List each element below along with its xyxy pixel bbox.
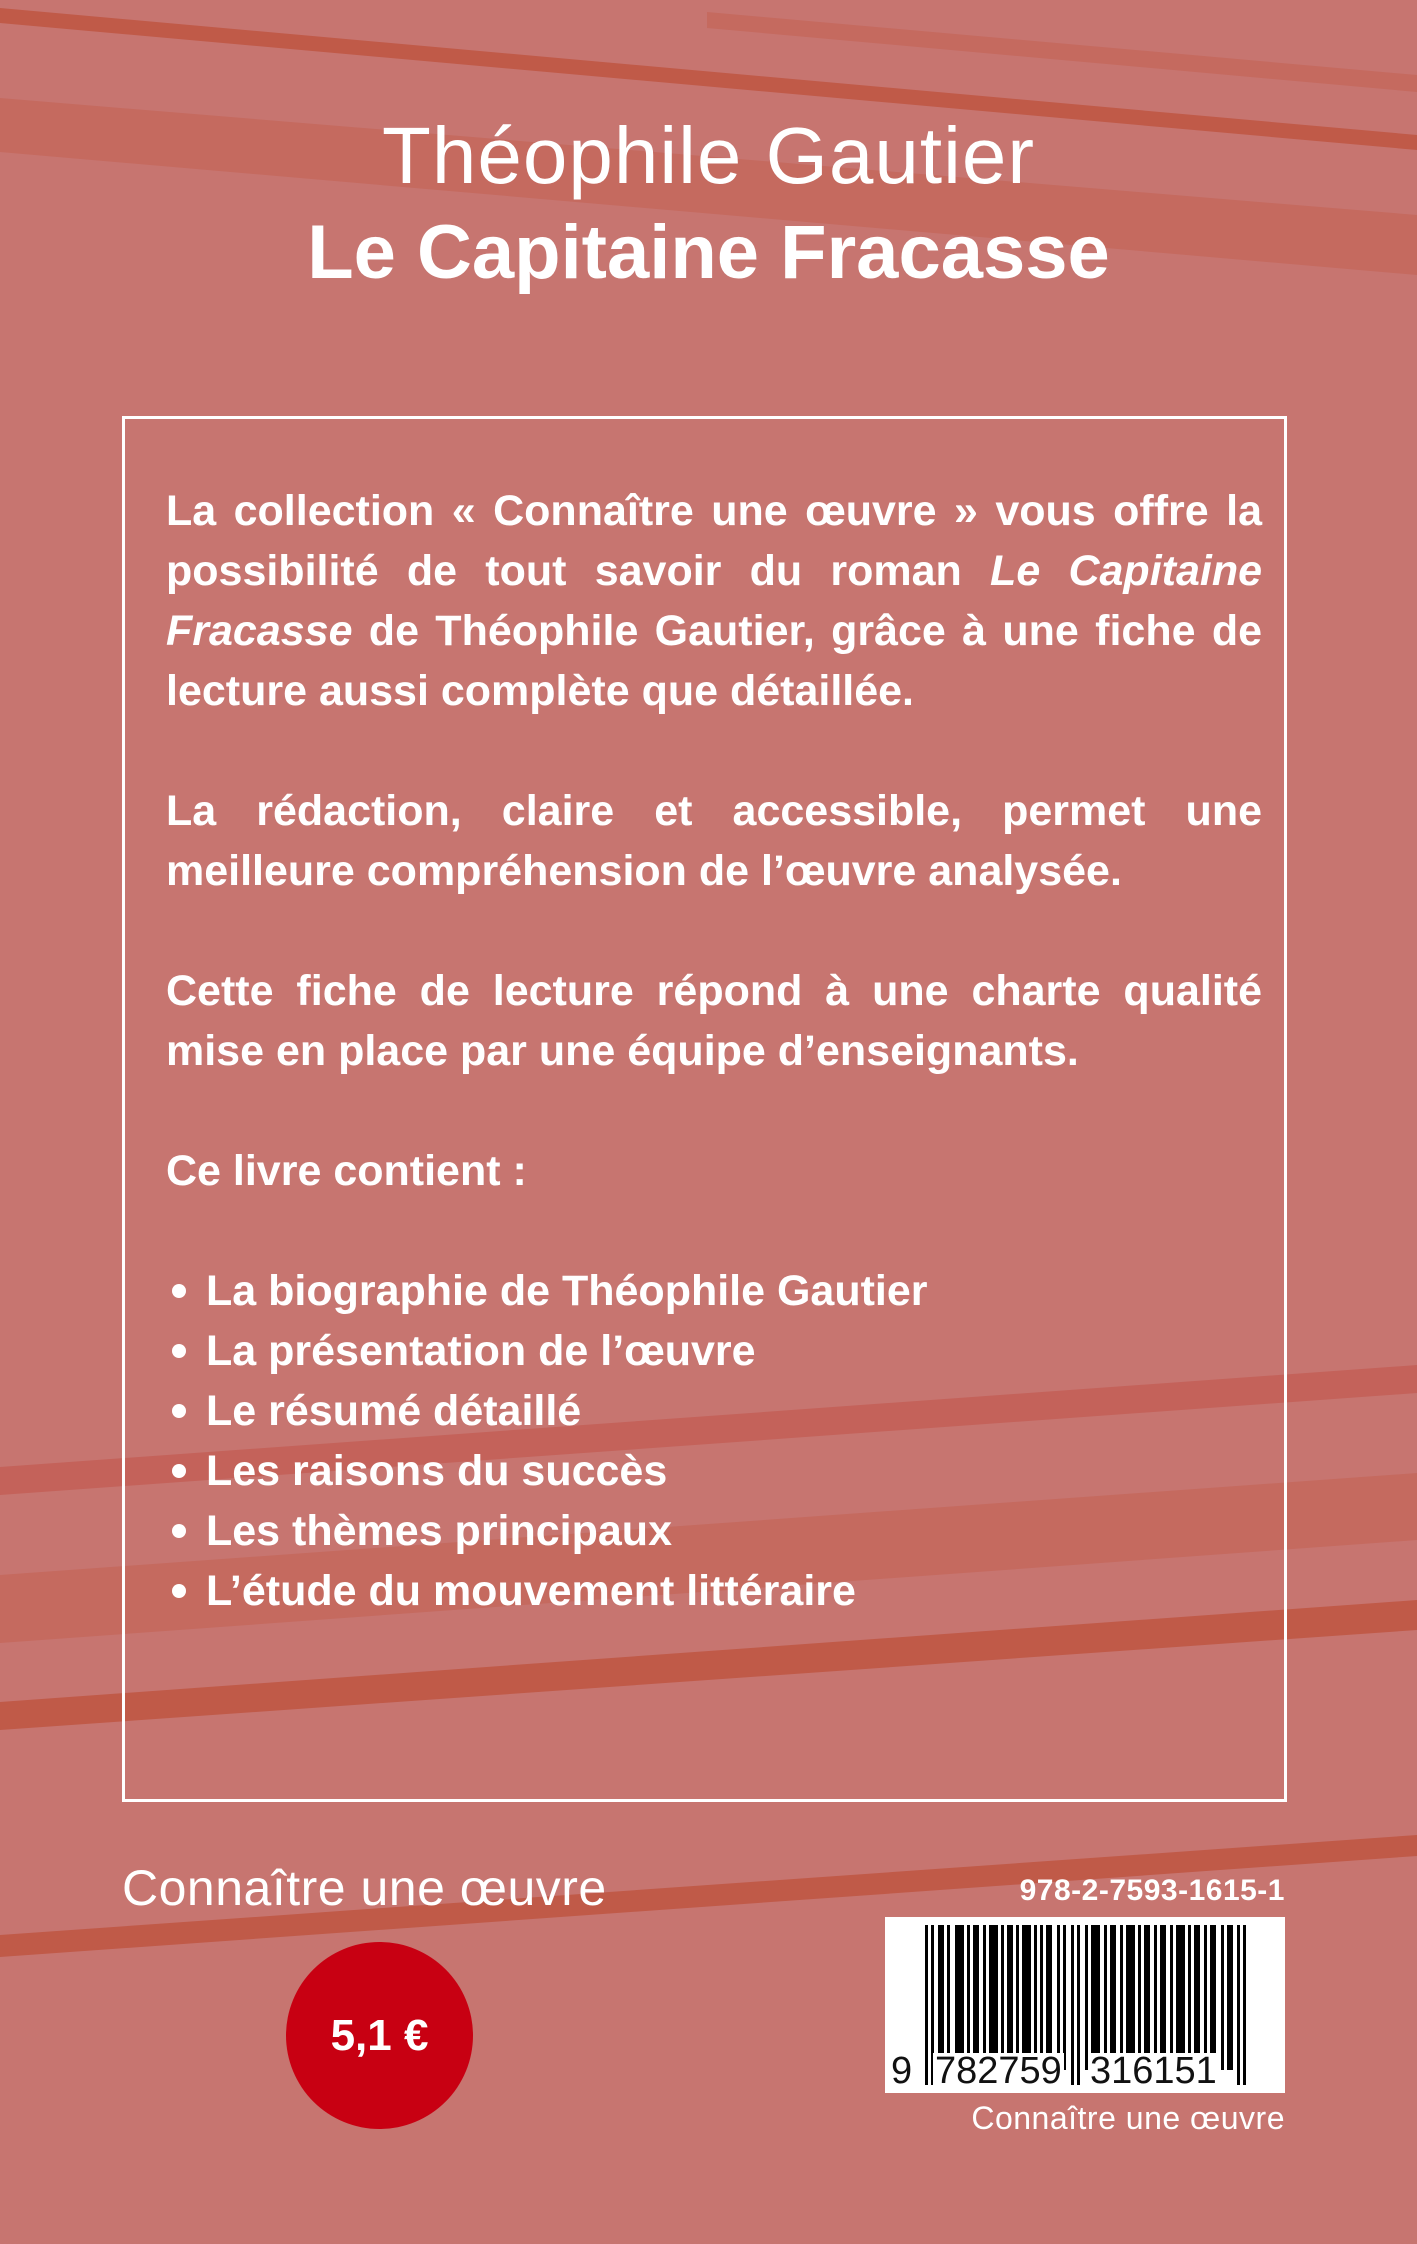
- book-title: Le Capitaine Fracasse: [307, 210, 1110, 295]
- isbn-label: 978-2-7593-1615-1: [1019, 1874, 1285, 1907]
- barcode-digit-first: 9: [891, 2050, 913, 2092]
- list-item: [166, 1501, 1262, 1561]
- bullet-icon: [172, 1464, 186, 1478]
- bullet-icon: [172, 1344, 186, 1358]
- barcode-digits: [885, 2050, 1285, 2092]
- description-paragraph-3: Cette fiche de lecture répond à une charte qualité mise en place par une équipe d’enseignants.: [166, 967, 1262, 1075]
- contents-list: [166, 1261, 1262, 1621]
- list-item-label: La présentation de l’œuvre: [206, 1327, 756, 1375]
- list-item: [166, 1561, 1262, 1621]
- list-item-label: Les thèmes principaux: [206, 1507, 672, 1555]
- description-paragraph-1: [166, 481, 1262, 721]
- paragraph-text: de Théophile Gautier, grâce à une fiche de lecture aussi complète que détaillée.: [166, 607, 1262, 715]
- bullet-icon: [172, 1524, 186, 1538]
- list-item: [166, 1381, 1262, 1441]
- collection-name: Connaître une œuvre: [122, 1860, 607, 1916]
- list-item-label: L’étude du mouvement littéraire: [206, 1567, 856, 1615]
- list-item: [166, 1261, 1262, 1321]
- bullet-icon: [172, 1404, 186, 1418]
- book-title-italic: Le Capitaine Fracasse: [166, 547, 1263, 655]
- bullet-icon: [172, 1584, 186, 1598]
- description-box: [122, 416, 1287, 1802]
- barcode-digit-group-1: 782759: [935, 2050, 1062, 2092]
- description-paragraph-2: La rédaction, claire et accessible, permet une meilleure compréhension de l’œuvre analysée.: [166, 787, 1262, 895]
- stripe: [707, 12, 1417, 92]
- barcode-caption: Connaître une œuvre: [971, 2100, 1285, 2136]
- price-label: 5,1 €: [330, 2010, 429, 2060]
- list-item: [166, 1321, 1262, 1381]
- author-name: Théophile Gautier: [382, 111, 1035, 200]
- description-content: [166, 481, 1262, 1621]
- list-item: [166, 1441, 1262, 1501]
- paragraph-text: La collection « Connaître une œuvre » vous offre la possibilité de tout savoir du roman: [166, 487, 1262, 595]
- list-item-label: La biographie de Théophile Gautier: [206, 1267, 928, 1315]
- bullet-icon: [172, 1284, 186, 1298]
- contents-heading: Ce livre contient :: [166, 1147, 527, 1195]
- barcode-digit-group-2: 316151: [1090, 2050, 1217, 2092]
- barcode: [885, 1917, 1285, 2093]
- price-badge: [286, 1942, 473, 2129]
- list-item-label: Les raisons du succès: [206, 1447, 668, 1495]
- list-item-label: Le résumé détaillé: [206, 1387, 582, 1435]
